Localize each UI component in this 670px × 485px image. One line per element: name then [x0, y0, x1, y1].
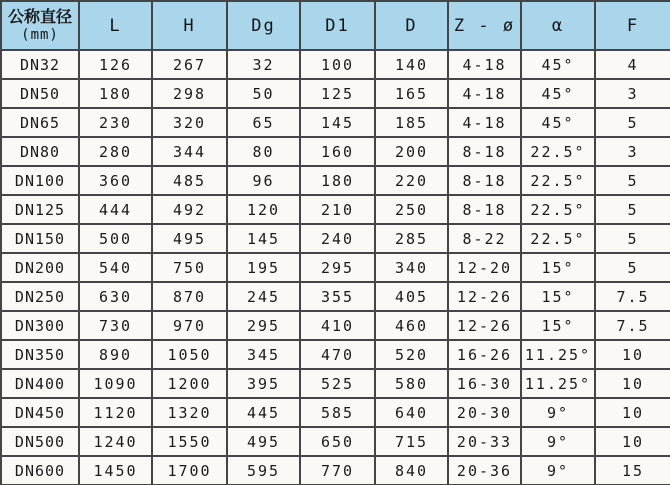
header-cell: L: [79, 1, 152, 50]
table-cell: 220: [375, 166, 448, 195]
row-label-cell: DN250: [1, 282, 79, 311]
table-row: [1, 253, 670, 282]
header-cell: Z - ø: [448, 1, 521, 50]
table-cell: 9°: [521, 427, 595, 456]
table-cell: 4-18: [448, 79, 521, 108]
table-row: [1, 427, 670, 456]
header-row: [1, 1, 670, 50]
table-cell: 840: [375, 456, 448, 485]
table-cell: 630: [79, 282, 152, 311]
table-cell: 4-18: [448, 50, 521, 79]
table-cell: 1450: [79, 456, 152, 485]
row-label-cell: DN300: [1, 311, 79, 340]
table-cell: 20-30: [448, 398, 521, 427]
header-cell: F: [595, 1, 670, 50]
table-cell: 8-18: [448, 166, 521, 195]
table-cell: 15°: [521, 282, 595, 311]
table-cell: 185: [375, 108, 448, 137]
row-label-cell: DN400: [1, 369, 79, 398]
table-cell: 650: [300, 427, 375, 456]
table-cell: 1120: [79, 398, 152, 427]
row-label-cell: DN100: [1, 166, 79, 195]
table-cell: 250: [375, 195, 448, 224]
table-cell: 4-18: [448, 108, 521, 137]
table-cell: 360: [79, 166, 152, 195]
table-cell: 45°: [521, 50, 595, 79]
table-cell: 7.5: [595, 282, 670, 311]
table-cell: 96: [227, 166, 300, 195]
nominal-diameter-label: 公称直径: [7, 6, 72, 26]
header-cell: α: [521, 1, 595, 50]
table-cell: 9°: [521, 398, 595, 427]
table-cell: 320: [152, 108, 227, 137]
table-cell: 870: [152, 282, 227, 311]
table-cell: 22.5°: [521, 137, 595, 166]
table-cell: 1200: [152, 369, 227, 398]
table-cell: 730: [79, 311, 152, 340]
table-cell: 11.25°: [521, 340, 595, 369]
table-cell: 395: [227, 369, 300, 398]
table-cell: 160: [300, 137, 375, 166]
table-cell: 410: [300, 311, 375, 340]
table-cell: 15°: [521, 311, 595, 340]
row-label-cell: DN32: [1, 50, 79, 79]
table-cell: 540: [79, 253, 152, 282]
row-label-cell: DN200: [1, 253, 79, 282]
table-cell: 890: [79, 340, 152, 369]
table-cell: 16-30: [448, 369, 521, 398]
table-row: [1, 108, 670, 137]
table-cell: 11.25°: [521, 369, 595, 398]
table-cell: 285: [375, 224, 448, 253]
table-cell: 45°: [521, 79, 595, 108]
table-cell: 22.5°: [521, 195, 595, 224]
table-cell: 405: [375, 282, 448, 311]
row-label-cell: DN125: [1, 195, 79, 224]
table-cell: 492: [152, 195, 227, 224]
row-label-cell: DN450: [1, 398, 79, 427]
table-cell: 10: [595, 369, 670, 398]
table-row: [1, 340, 670, 369]
header-cell: D1: [300, 1, 375, 50]
table-cell: 8-22: [448, 224, 521, 253]
header-cell: H: [152, 1, 227, 50]
table-cell: 45°: [521, 108, 595, 137]
table-cell: 20-33: [448, 427, 521, 456]
table-cell: 180: [300, 166, 375, 195]
table-cell: 295: [227, 311, 300, 340]
table-cell: 580: [375, 369, 448, 398]
table-cell: 20-36: [448, 456, 521, 485]
table-row: [1, 166, 670, 195]
table-cell: 470: [300, 340, 375, 369]
table-cell: 595: [227, 456, 300, 485]
table-cell: 230: [79, 108, 152, 137]
table-cell: 1240: [79, 427, 152, 456]
header-cell-nominal-diameter: [1, 1, 79, 50]
table-row: [1, 456, 670, 485]
row-label-cell: DN150: [1, 224, 79, 253]
table-cell: 715: [375, 427, 448, 456]
table-cell: 344: [152, 137, 227, 166]
table-cell: 1320: [152, 398, 227, 427]
table-row: [1, 224, 670, 253]
table-cell: 145: [300, 108, 375, 137]
table-cell: 525: [300, 369, 375, 398]
table-cell: 180: [79, 79, 152, 108]
table-cell: 145: [227, 224, 300, 253]
table-cell: 12-26: [448, 282, 521, 311]
table-cell: 100: [300, 50, 375, 79]
table-cell: 355: [300, 282, 375, 311]
table-cell: 5: [595, 224, 670, 253]
table-cell: 1550: [152, 427, 227, 456]
table-cell: 520: [375, 340, 448, 369]
table-cell: 340: [375, 253, 448, 282]
table-row: [1, 311, 670, 340]
table-cell: 10: [595, 427, 670, 456]
table-cell: 125: [300, 79, 375, 108]
row-label-cell: DN80: [1, 137, 79, 166]
table-cell: 1700: [152, 456, 227, 485]
table-cell: 50: [227, 79, 300, 108]
table-cell: 585: [300, 398, 375, 427]
table-cell: 15°: [521, 253, 595, 282]
row-label-cell: DN50: [1, 79, 79, 108]
table-cell: 280: [79, 137, 152, 166]
table-body: [1, 50, 670, 485]
table-cell: 12-26: [448, 311, 521, 340]
table-cell: 3: [595, 137, 670, 166]
table-cell: 640: [375, 398, 448, 427]
table-cell: 5: [595, 195, 670, 224]
table-cell: 80: [227, 137, 300, 166]
table-cell: 165: [375, 79, 448, 108]
table-cell: 16-26: [448, 340, 521, 369]
nominal-diameter-unit: (mm): [21, 26, 59, 43]
table-cell: 267: [152, 50, 227, 79]
table-header: [1, 1, 670, 50]
table-cell: 5: [595, 108, 670, 137]
table-cell: 200: [375, 137, 448, 166]
table-cell: 15: [595, 456, 670, 485]
table-cell: 32: [227, 50, 300, 79]
table-cell: 750: [152, 253, 227, 282]
table-cell: 126: [79, 50, 152, 79]
table-cell: 9°: [521, 456, 595, 485]
table-row: [1, 50, 670, 79]
table-cell: 500: [79, 224, 152, 253]
table-cell: 1050: [152, 340, 227, 369]
table-cell: 460: [375, 311, 448, 340]
table-cell: 120: [227, 195, 300, 224]
table-cell: 22.5°: [521, 166, 595, 195]
table-cell: 10: [595, 398, 670, 427]
table-cell: 8-18: [448, 137, 521, 166]
header-cell: D: [375, 1, 448, 50]
table-cell: 3: [595, 79, 670, 108]
table-row: [1, 282, 670, 311]
table-cell: 770: [300, 456, 375, 485]
table-cell: 1090: [79, 369, 152, 398]
table-cell: 22.5°: [521, 224, 595, 253]
row-label-cell: DN65: [1, 108, 79, 137]
table-cell: 485: [152, 166, 227, 195]
table-cell: 345: [227, 340, 300, 369]
table-cell: 298: [152, 79, 227, 108]
table-cell: 12-20: [448, 253, 521, 282]
table-cell: 445: [227, 398, 300, 427]
table-row: [1, 398, 670, 427]
table-cell: 7.5: [595, 311, 670, 340]
table-cell: 5: [595, 166, 670, 195]
table-row: [1, 195, 670, 224]
table-cell: 240: [300, 224, 375, 253]
header-cell: Dg: [227, 1, 300, 50]
table-cell: 65: [227, 108, 300, 137]
row-label-cell: DN600: [1, 456, 79, 485]
table-cell: 495: [152, 224, 227, 253]
table-cell: 444: [79, 195, 152, 224]
table-cell: 970: [152, 311, 227, 340]
table-cell: 210: [300, 195, 375, 224]
table-cell: 8-18: [448, 195, 521, 224]
table-row: [1, 79, 670, 108]
table-cell: 140: [375, 50, 448, 79]
table-cell: 195: [227, 253, 300, 282]
table-row: [1, 137, 670, 166]
table-cell: 5: [595, 253, 670, 282]
table-cell: 10: [595, 340, 670, 369]
table-row: [1, 369, 670, 398]
table-cell: 4: [595, 50, 670, 79]
table-cell: 295: [300, 253, 375, 282]
row-label-cell: DN350: [1, 340, 79, 369]
row-label-cell: DN500: [1, 427, 79, 456]
table-cell: 245: [227, 282, 300, 311]
table-cell: 495: [227, 427, 300, 456]
